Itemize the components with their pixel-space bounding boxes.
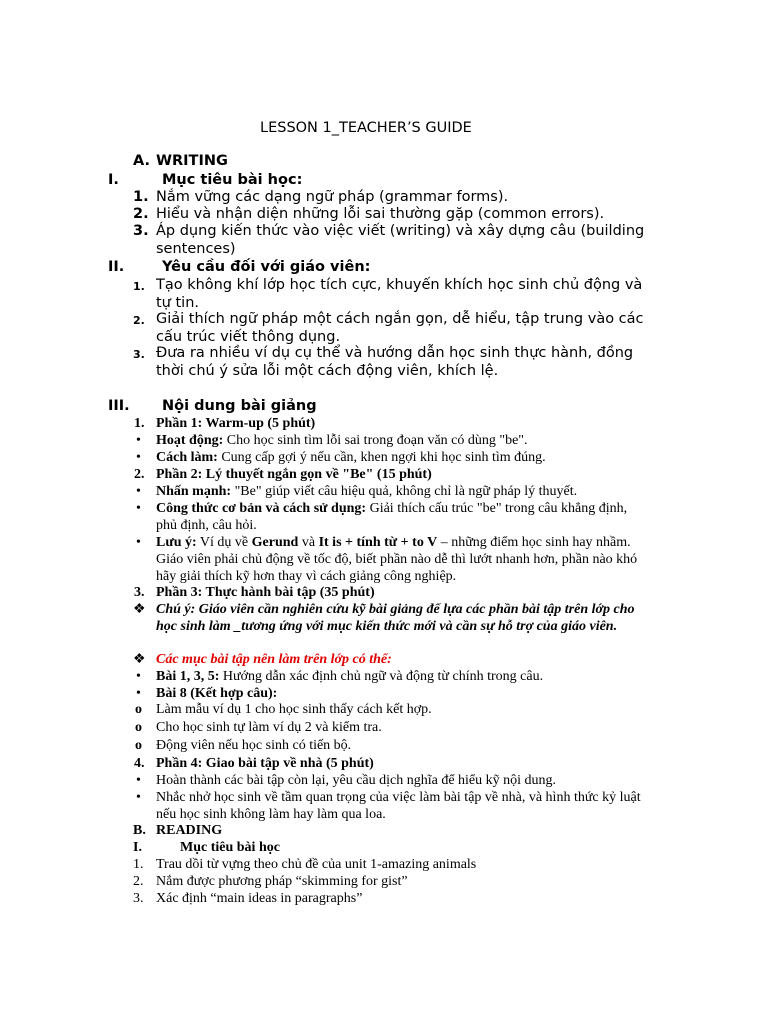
list-item: Hiểu và nhận diện những lỗi sai thường gặp (common errors).	[156, 206, 605, 222]
section-b-marker: B.	[133, 823, 146, 838]
bullet-icon: •	[136, 535, 141, 550]
circle-bullet-icon: o	[135, 720, 142, 735]
sub-item: Cho học sinh tự làm ví dụ 2 và kiểm tra.	[156, 720, 382, 735]
list-item: Giải thích ngữ pháp một cách ngắn gọn, dễ hiểu, tập trung vào các cấu trúc viết thông dụng.	[156, 311, 644, 345]
section-a1-heading: Mục tiêu bài học:	[162, 172, 303, 188]
list-item: Áp dụng kiến thức vào việc viết (writing) và xây dựng câu (building sentences)	[156, 223, 645, 257]
page-title: LESSON 1_TEACHER’S GUIDE	[260, 120, 472, 136]
circle-bullet-icon: o	[135, 702, 142, 717]
bullet-icon: •	[136, 790, 141, 805]
part-marker: 1.	[134, 416, 145, 431]
diamond-bullet-icon: ❖	[133, 652, 146, 667]
section-a-marker: A.	[133, 153, 150, 169]
section-b1-marker: I.	[133, 840, 142, 855]
part-heading: Phần 3: Thực hành bài tập (35 phút)	[156, 585, 375, 600]
bullet-icon: •	[136, 484, 141, 499]
list-item-marker: 2.	[133, 874, 144, 889]
list-item-marker: 1.	[133, 280, 145, 293]
bullet-icon: •	[136, 686, 141, 701]
list-item-marker: 1.	[133, 857, 144, 872]
list-item: Tạo không khí lớp học tích cực, khuyến khích học sinh chủ động và tự tin.	[156, 277, 643, 311]
part-heading: Phần 4: Giao bài tập về nhà (5 phút)	[156, 756, 374, 771]
section-a3-heading: Nội dung bài giảng	[162, 398, 317, 414]
bullet-item: Bài 1, 3, 5: Hướng dẫn xác định chủ ngữ và động từ chính trong câu.	[156, 669, 544, 684]
note-text-red: Các mục bài tập nên làm trên lớp có thể:	[156, 652, 392, 667]
list-item: Nắm được phương pháp “skimming for gist”	[156, 874, 408, 889]
list-item: Trau dồi từ vựng theo chủ đề của unit 1-amazing animals	[156, 857, 477, 872]
note-text: Chú ý: Giáo viên cần nghiên cứu kỹ bài giảng để lựa các phần bài tập trên lớp cho học sinh làm _tương ứng với mục kiến thức mới và cần sự hỗ trợ của giáo viên.	[156, 602, 635, 634]
bullet-icon: •	[136, 501, 141, 516]
list-item-marker: 3.	[133, 223, 149, 239]
part-marker: 3.	[134, 585, 145, 600]
bullet-item: Hoàn thành các bài tập còn lại, yêu cầu dịch nghĩa để hiểu kỹ nội dung.	[156, 773, 557, 788]
sub-item: Động viên nếu học sinh có tiến bộ.	[156, 738, 352, 753]
bullet-item: Nhấn mạnh: "Be" giúp viết câu hiệu quả, không chỉ là ngữ pháp lý thuyết.	[156, 484, 578, 499]
diamond-bullet-icon: ❖	[133, 602, 146, 617]
bullet-item: Hoạt động: Cho học sinh tìm lỗi sai trong đoạn văn có dùng "be".	[156, 433, 528, 448]
bullet-icon: •	[136, 433, 141, 448]
sub-item: Làm mẫu ví dụ 1 cho học sinh thấy cách kết hợp.	[156, 702, 432, 717]
list-item-marker: 2.	[133, 206, 149, 222]
section-a2-heading: Yêu cầu đối với giáo viên:	[162, 259, 371, 275]
bullet-item: Công thức cơ bản và cách sử dụng: Giải thích cấu trúc "be" trong câu khẳng định, phủ định, câu hỏi.	[156, 501, 628, 533]
bullet-item: Cách làm: Cung cấp gợi ý nếu cần, khen ngợi khi học sinh tìm đúng.	[156, 450, 546, 465]
list-item-marker: 2.	[133, 314, 145, 327]
section-b-heading: READING	[156, 823, 223, 838]
section-a2-marker: II.	[108, 259, 125, 275]
list-item: Nắm vững các dạng ngữ pháp (grammar forms).	[156, 189, 509, 205]
bullet-item: Bài 8 (Kết hợp câu):	[156, 686, 278, 701]
list-item: Xác định “main ideas in paragraphs”	[156, 891, 363, 906]
part-marker: 2.	[134, 467, 145, 482]
bullet-item: Lưu ý: Ví dụ về Gerund và It is + tính từ + to V – những điểm học sinh hay nhầm. Giáo viên phải chủ động về tốc độ, biết phần nào dễ thì lướt nhanh hơn, phần nào khó hãy giải thích kỹ hơn thay vì cách giảng công nghiệp.	[156, 535, 638, 584]
circle-bullet-icon: o	[135, 738, 142, 753]
part-marker: 4.	[134, 756, 145, 771]
section-a3-marker: III.	[108, 398, 130, 414]
bullet-icon: •	[136, 450, 141, 465]
part-heading: Phần 2: Lý thuyết ngắn gọn về "Be" (15 phút)	[156, 467, 432, 482]
section-a-heading: WRITING	[156, 153, 228, 169]
bullet-icon: •	[136, 669, 141, 684]
list-item-marker: 3.	[133, 348, 145, 361]
list-item-marker: 3.	[133, 891, 144, 906]
bullet-item: Nhắc nhở học sinh về tầm quan trọng của việc làm bài tập về nhà, và hình thức kỷ luật nếu học sinh không làm hay làm qua loa.	[156, 790, 641, 822]
bullet-icon: •	[136, 773, 141, 788]
list-item: Đưa ra nhiều ví dụ cụ thể và hướng dẫn học sinh thực hành, đồng thời chú ý sửa lỗi một cách động viên, khích lệ.	[156, 345, 634, 379]
section-b1-heading: Mục tiêu bài học	[180, 840, 280, 855]
part-heading: Phần 1: Warm-up (5 phút)	[156, 416, 316, 431]
section-a1-marker: I.	[108, 172, 119, 188]
list-item-marker: 1.	[133, 189, 149, 205]
